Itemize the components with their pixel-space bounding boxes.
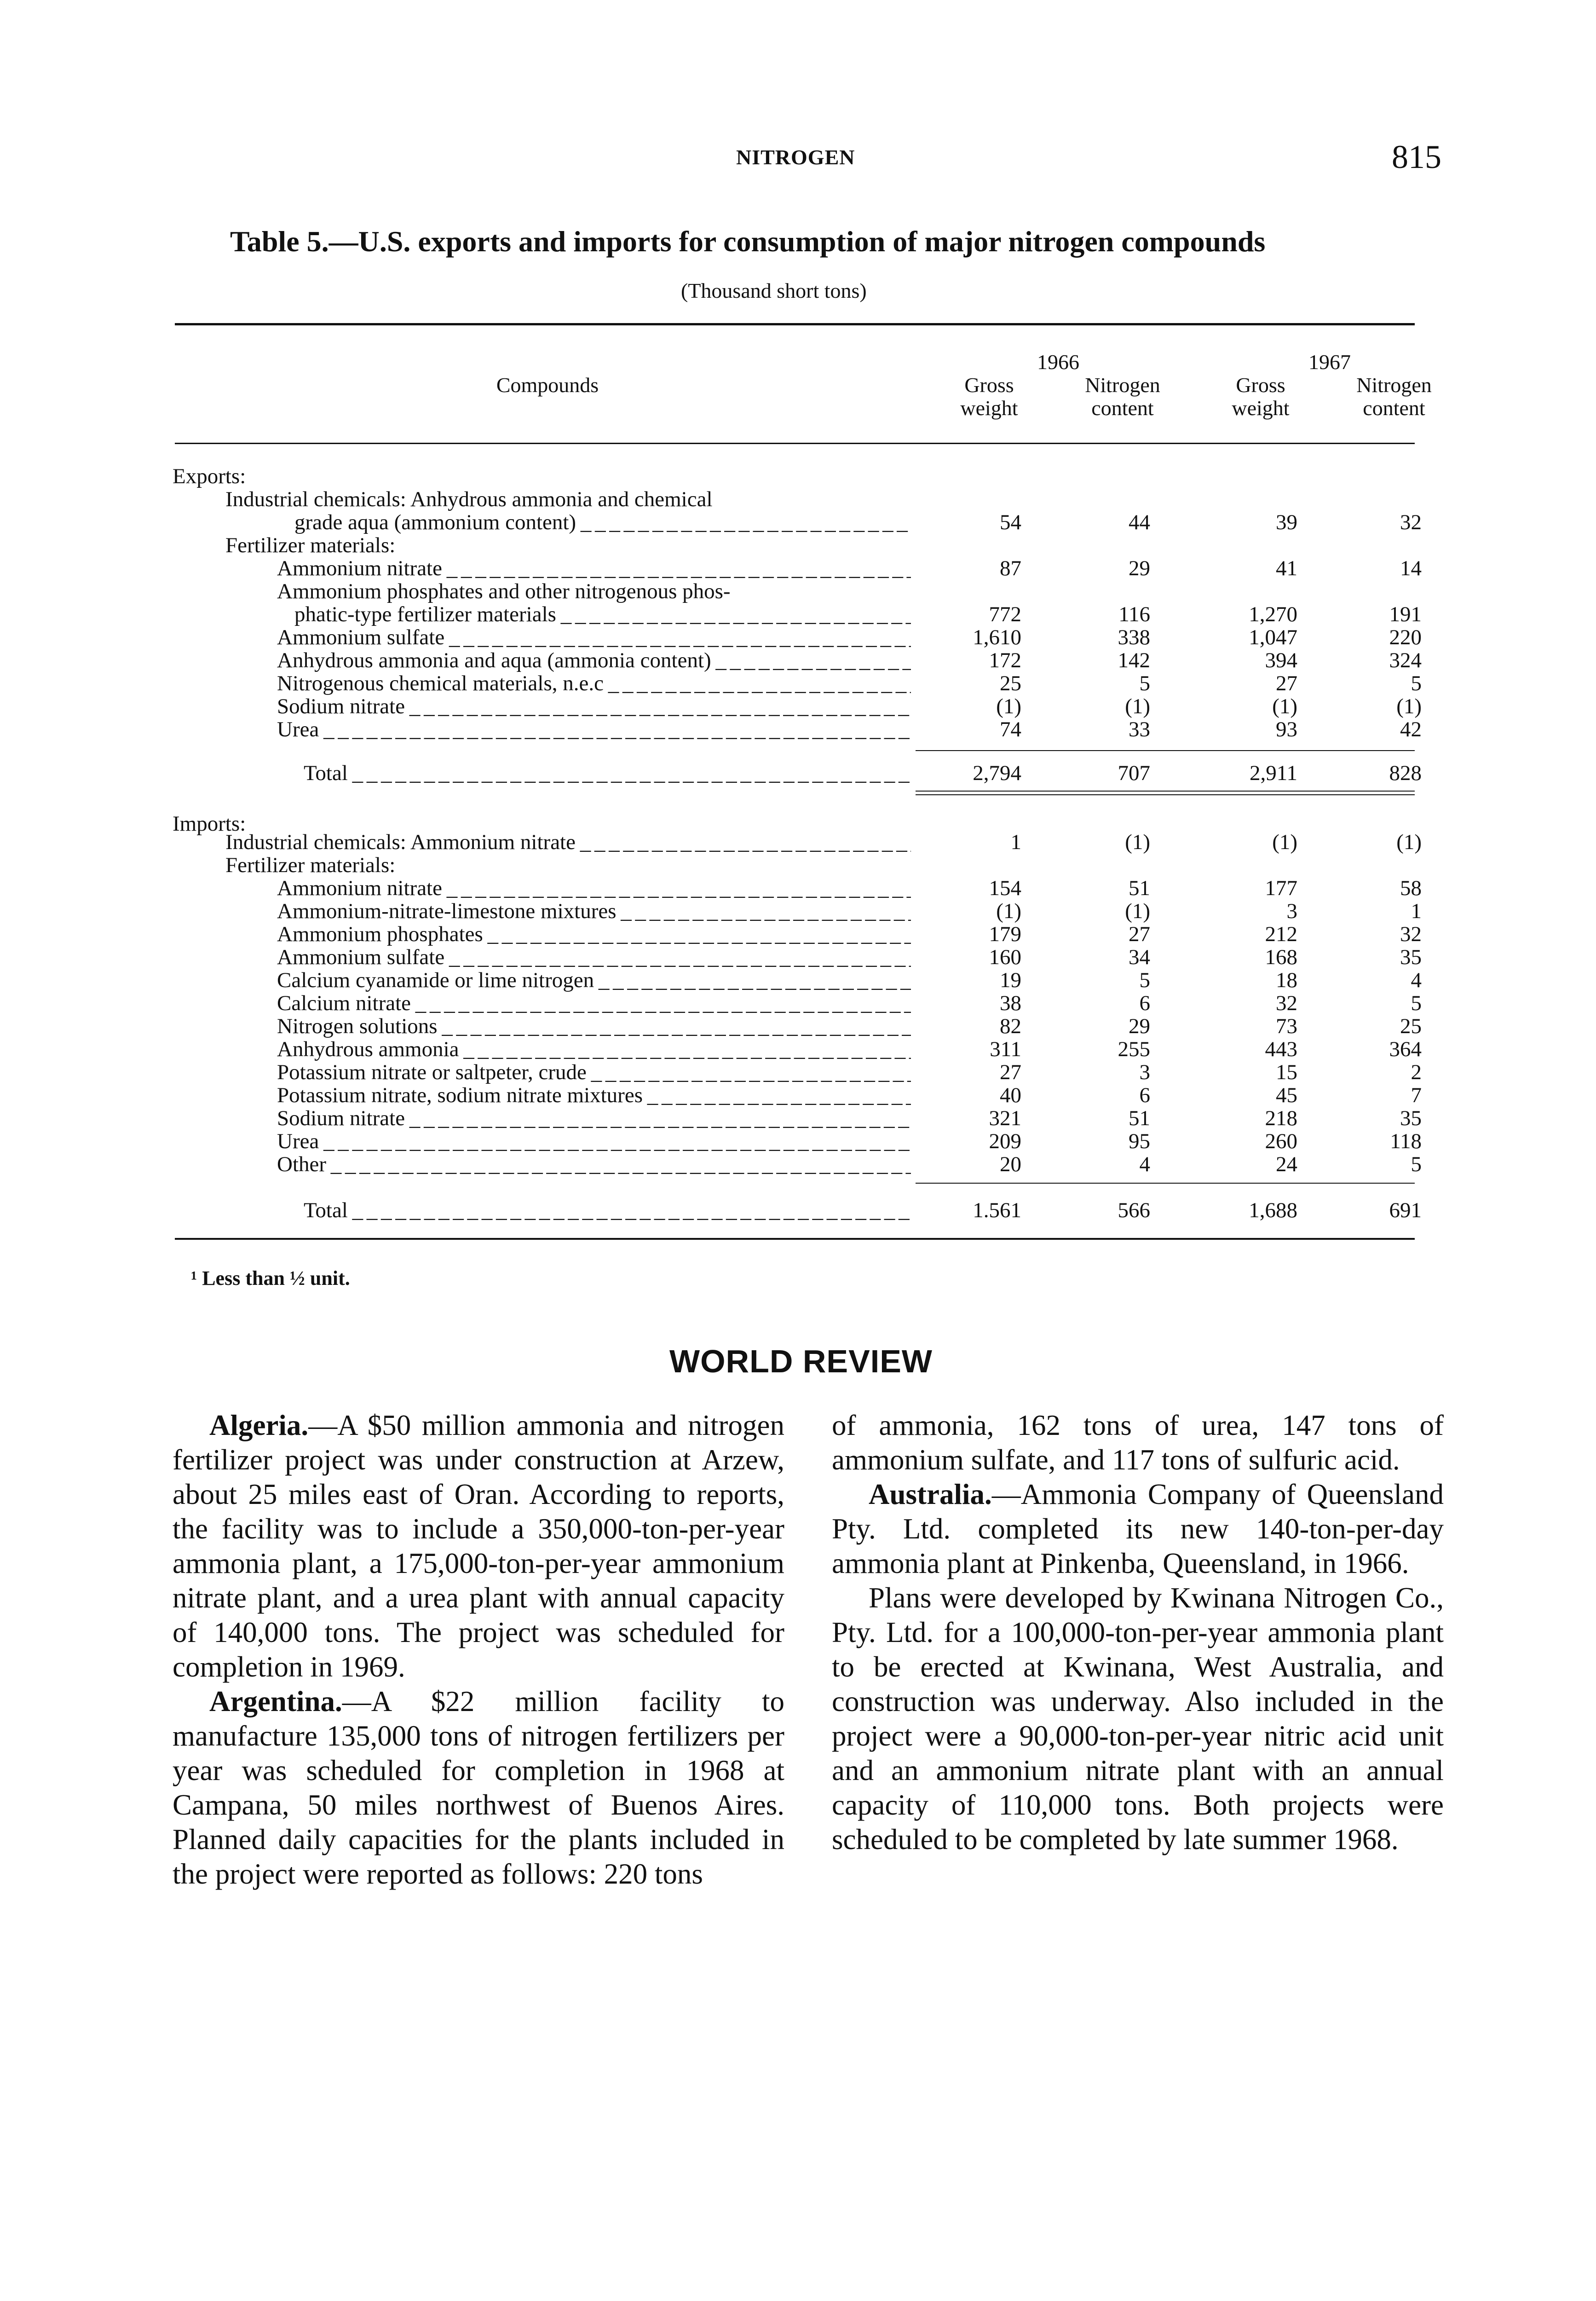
paragraph-text: —A $22 million facility to manufacture 135,000 tons of nitrogen fertilizers per year was scheduled for completion in 1968 at Campana, 50 miles northwest of Buenos Aires. Planned daily capacities for the plants included in the project were reported as follows: 220 tons bbox=[173, 1685, 784, 1890]
table-cell: 42 bbox=[1400, 717, 1422, 741]
paragraph bbox=[173, 1408, 784, 1684]
column-header-compounds: Compounds bbox=[496, 373, 599, 397]
row-label: Nitrogen solutions _ _ _ bbox=[277, 1015, 911, 1038]
table-cell: 179 bbox=[989, 922, 1021, 946]
column-header-nitrogen-content-1967: Nitrogen content bbox=[1356, 373, 1432, 420]
table-cell: (1) bbox=[996, 694, 1021, 718]
row-label: Sodium nitrate _ _ _ bbox=[277, 695, 911, 718]
text-column-right bbox=[832, 1408, 1444, 1857]
row-label: grade aqua (ammonium content) _ _ _ bbox=[294, 511, 911, 534]
table-cell: 5 bbox=[1411, 991, 1422, 1015]
section-heading-world-review: WORLD REVIEW bbox=[669, 1343, 933, 1379]
row-label: Urea _ _ _ bbox=[277, 1130, 911, 1153]
row-label: Fertilizer materials: bbox=[225, 854, 396, 877]
table-cell: 212 bbox=[1265, 922, 1297, 946]
paragraph bbox=[832, 1408, 1444, 1477]
table-cell: 255 bbox=[1118, 1037, 1150, 1061]
running-head: NITROGEN bbox=[736, 145, 855, 169]
row-label: Industrial chemicals: Anhydrous ammonia and chemical bbox=[225, 488, 713, 511]
table-cell: 35 bbox=[1400, 945, 1422, 969]
table-cell: 51 bbox=[1129, 1106, 1150, 1130]
page-number: 815 bbox=[1392, 139, 1441, 175]
total-label: Total _ _ _ bbox=[304, 1199, 911, 1222]
table-cell: 14 bbox=[1400, 556, 1422, 580]
table-header-rule bbox=[175, 443, 1415, 444]
table-row bbox=[0, 969, 1596, 992]
row-label: Anhydrous ammonia and aqua (ammonia content) _ _ _ bbox=[277, 649, 911, 672]
total-cell: 2,794 bbox=[973, 761, 1021, 785]
table-row bbox=[0, 923, 1596, 946]
table-row bbox=[0, 649, 1596, 672]
table-cell: 20 bbox=[1000, 1152, 1021, 1176]
table-row bbox=[0, 831, 1596, 854]
table-cell: 260 bbox=[1265, 1129, 1297, 1153]
table-cell: 27 bbox=[1000, 1060, 1021, 1084]
table-cell: 154 bbox=[989, 876, 1021, 900]
table-cell: 324 bbox=[1389, 648, 1422, 672]
table-cell: 29 bbox=[1129, 1014, 1150, 1038]
table-cell: 82 bbox=[1000, 1014, 1021, 1038]
table-cell: 394 bbox=[1265, 648, 1297, 672]
table-cell: (1) bbox=[1396, 830, 1422, 854]
table-cell: 25 bbox=[1000, 671, 1021, 695]
row-label: Ammonium nitrate _ _ _ bbox=[277, 877, 911, 900]
table-cell: 177 bbox=[1265, 876, 1297, 900]
table-row bbox=[0, 1015, 1596, 1038]
table-cell: 34 bbox=[1129, 945, 1150, 969]
table-cell: 311 bbox=[990, 1037, 1021, 1061]
column-header-year-1967: 1967 bbox=[1308, 350, 1351, 374]
row-label: Other _ _ _ bbox=[277, 1153, 911, 1176]
table-cell: 74 bbox=[1000, 717, 1021, 741]
table-row bbox=[0, 534, 1596, 557]
run-in-heading: Australia. bbox=[869, 1478, 992, 1510]
row-label: Sodium nitrate _ _ _ bbox=[277, 1107, 911, 1130]
paragraph-text: —A $50 million ammonia and nitrogen fertilizer project was under construction at Arzew, about 25 miles east of Oran. According to reports, the facility was to include a 350,000-ton-per-year ammonia plant, a 175,000-ton-per-year ammonium nitrate plant, and a urea plant with annual capacity of 140,000 tons. The project was scheduled for completion in 1969. bbox=[173, 1409, 784, 1683]
table-row bbox=[0, 718, 1596, 741]
column-header-nitrogen-content-1966: Nitrogen content bbox=[1085, 373, 1160, 420]
table-footnote: ¹ Less than ½ unit. bbox=[191, 1267, 350, 1289]
table-row bbox=[0, 1061, 1596, 1084]
column-header-year-1966: 1966 bbox=[1037, 350, 1079, 374]
table-cell: 321 bbox=[989, 1106, 1021, 1130]
table-cell: 1,047 bbox=[1249, 625, 1297, 649]
table-cell: 27 bbox=[1129, 922, 1150, 946]
table-cell: 5 bbox=[1139, 968, 1150, 992]
row-label: Nitrogenous chemical materials, n.e.c _ _ _ bbox=[277, 672, 911, 695]
text-column-left bbox=[173, 1408, 784, 1891]
table-cell: 33 bbox=[1129, 717, 1150, 741]
table-cell: 54 bbox=[1000, 510, 1021, 534]
table-cell: 218 bbox=[1265, 1106, 1297, 1130]
table-cell: 32 bbox=[1400, 922, 1422, 946]
table-cell: 7 bbox=[1411, 1083, 1422, 1107]
table-cell: 209 bbox=[989, 1129, 1021, 1153]
table-row bbox=[0, 695, 1596, 718]
paragraph bbox=[173, 1684, 784, 1891]
row-label: Ammonium sulfate _ _ _ bbox=[277, 626, 911, 649]
table-cell: 4 bbox=[1139, 1152, 1150, 1176]
table-top-rule bbox=[175, 323, 1415, 325]
table-cell: 160 bbox=[989, 945, 1021, 969]
column-header-gross-weight-1967: Gross weight bbox=[1232, 373, 1290, 420]
row-label: Calcium cyanamide or lime nitrogen _ _ _ bbox=[277, 969, 911, 992]
table-cell: 38 bbox=[1000, 991, 1021, 1015]
table-cell: 118 bbox=[1390, 1129, 1422, 1153]
table-cell: 338 bbox=[1118, 625, 1150, 649]
row-label: Anhydrous ammonia _ _ _ bbox=[277, 1038, 911, 1061]
table-cell: 6 bbox=[1139, 1083, 1150, 1107]
table-cell: 168 bbox=[1265, 945, 1297, 969]
total-row bbox=[0, 1199, 1596, 1222]
total-cell: 691 bbox=[1389, 1198, 1422, 1222]
paragraph bbox=[832, 1581, 1444, 1857]
table-cell: 19 bbox=[1000, 968, 1021, 992]
table-row bbox=[0, 1038, 1596, 1061]
table-row bbox=[0, 946, 1596, 969]
row-label: Ammonium-nitrate-limestone mixtures _ _ _ bbox=[277, 900, 911, 923]
table-cell: 1 bbox=[1411, 899, 1422, 923]
table-cell: 32 bbox=[1400, 510, 1422, 534]
table-cell: (1) bbox=[1396, 694, 1422, 718]
exports-section-label: Exports: bbox=[173, 464, 246, 488]
table-cell: 18 bbox=[1276, 968, 1297, 992]
row-label: Fertilizer materials: bbox=[225, 534, 396, 557]
table-cell: 772 bbox=[989, 602, 1021, 626]
table-row bbox=[0, 511, 1596, 534]
table-cell: 142 bbox=[1118, 648, 1150, 672]
table-row bbox=[0, 626, 1596, 649]
total-row bbox=[0, 762, 1596, 785]
table-cell: 35 bbox=[1400, 1106, 1422, 1130]
table-cell: 27 bbox=[1276, 671, 1297, 695]
row-label: Potassium nitrate or saltpeter, crude _ _ _ bbox=[277, 1061, 911, 1084]
table-cell: 87 bbox=[1000, 556, 1021, 580]
total-cell: 828 bbox=[1389, 761, 1422, 785]
table-cell: 220 bbox=[1389, 625, 1422, 649]
total-cell: 2,911 bbox=[1249, 761, 1297, 785]
table-cell: (1) bbox=[996, 899, 1021, 923]
table-row bbox=[0, 900, 1596, 923]
run-in-heading: Algeria. bbox=[209, 1409, 309, 1441]
table-cell: 172 bbox=[989, 648, 1021, 672]
table-row bbox=[0, 877, 1596, 900]
table-cell: (1) bbox=[1125, 694, 1150, 718]
table-cell: (1) bbox=[1272, 830, 1297, 854]
table-cell: 1,610 bbox=[973, 625, 1021, 649]
paragraph-text: Plans were developed by Kwinana Nitrogen Co., Pty. Ltd. for a 100,000-ton-per-year ammonia plant to be erected at Kwinana, West Australia, and construction was underway. Also included in the project were a 90,000-ton-per-year nitric acid unit and an ammonium nitrate plant with an annual capacity of 110,000 tons. Both projects were scheduled to be completed by late summer 1968. bbox=[832, 1582, 1444, 1856]
table-cell: 29 bbox=[1129, 556, 1150, 580]
total-cell: 707 bbox=[1118, 761, 1150, 785]
table-cell: 4 bbox=[1411, 968, 1422, 992]
table-cell: 51 bbox=[1129, 876, 1150, 900]
table-cell: 5 bbox=[1139, 671, 1150, 695]
table-row bbox=[0, 854, 1596, 877]
total-cell: 1,688 bbox=[1249, 1198, 1297, 1222]
table-cell: 1 bbox=[1010, 830, 1021, 854]
row-label: Ammonium nitrate _ _ _ bbox=[277, 557, 911, 580]
table-row bbox=[0, 557, 1596, 580]
table-cell: 3 bbox=[1286, 899, 1297, 923]
table-cell: 58 bbox=[1400, 876, 1422, 900]
imports-total-rule bbox=[916, 1183, 1415, 1184]
row-label: phatic-type fertilizer materials _ _ _ bbox=[294, 603, 911, 626]
table-cell: 39 bbox=[1276, 510, 1297, 534]
row-label: Potassium nitrate, sodium nitrate mixtures _ _ _ bbox=[277, 1084, 911, 1107]
table-cell: 45 bbox=[1276, 1083, 1297, 1107]
table-cell: (1) bbox=[1125, 830, 1150, 854]
table-row bbox=[0, 1107, 1596, 1130]
imports-section-label: Imports: bbox=[173, 812, 246, 836]
table-cell: 95 bbox=[1129, 1129, 1150, 1153]
table-row bbox=[0, 580, 1596, 603]
table-subtitle: (Thousand short tons) bbox=[681, 279, 867, 302]
row-label: Calcium nitrate _ _ _ bbox=[277, 992, 911, 1015]
table-cell: 5 bbox=[1411, 671, 1422, 695]
table-cell: 40 bbox=[1000, 1083, 1021, 1107]
row-label: Industrial chemicals: Ammonium nitrate _ _ _ bbox=[225, 831, 911, 854]
table-row bbox=[0, 672, 1596, 695]
table-cell: 24 bbox=[1276, 1152, 1297, 1176]
run-in-heading: Argentina. bbox=[209, 1685, 342, 1717]
table-cell: 3 bbox=[1139, 1060, 1150, 1084]
table-cell: 32 bbox=[1276, 991, 1297, 1015]
exports-total-double-rule-1 bbox=[916, 791, 1415, 792]
table-row bbox=[0, 1153, 1596, 1176]
row-label: Ammonium phosphates _ _ _ bbox=[277, 923, 911, 946]
table-cell: 5 bbox=[1411, 1152, 1422, 1176]
row-label: Ammonium phosphates and other nitrogenous phos- bbox=[277, 580, 731, 603]
table-cell: 116 bbox=[1118, 602, 1150, 626]
table-cell: 73 bbox=[1276, 1014, 1297, 1038]
table-cell: 15 bbox=[1276, 1060, 1297, 1084]
table-row bbox=[0, 488, 1596, 511]
paragraph bbox=[832, 1477, 1444, 1581]
table-bottom-rule bbox=[175, 1238, 1415, 1240]
total-cell: 1.561 bbox=[973, 1198, 1021, 1222]
paragraph-text: of ammonia, 162 tons of urea, 147 tons of ammonium sulfate, and 117 tons of sulfuric acid. bbox=[832, 1409, 1444, 1476]
table-title: Table 5.—U.S. exports and imports for consumption of major nitrogen compounds bbox=[230, 225, 1266, 258]
table-cell: 1,270 bbox=[1249, 602, 1297, 626]
row-label: Ammonium sulfate _ _ _ bbox=[277, 946, 911, 969]
table-cell: 41 bbox=[1276, 556, 1297, 580]
table-cell: 25 bbox=[1400, 1014, 1422, 1038]
table-cell: (1) bbox=[1272, 694, 1297, 718]
table-cell: 191 bbox=[1389, 602, 1422, 626]
table-cell: 2 bbox=[1411, 1060, 1422, 1084]
table-cell: (1) bbox=[1125, 899, 1150, 923]
table-row bbox=[0, 992, 1596, 1015]
total-cell: 566 bbox=[1118, 1198, 1150, 1222]
table-cell: 364 bbox=[1389, 1037, 1422, 1061]
table-cell: 6 bbox=[1139, 991, 1150, 1015]
exports-total-double-rule-2 bbox=[916, 794, 1415, 795]
total-label: Total _ _ _ bbox=[304, 762, 911, 785]
row-label: Urea _ _ _ bbox=[277, 718, 911, 741]
table-row bbox=[0, 603, 1596, 626]
table-row bbox=[0, 1130, 1596, 1153]
table-cell: 93 bbox=[1276, 717, 1297, 741]
table-cell: 443 bbox=[1265, 1037, 1297, 1061]
table-row bbox=[0, 1084, 1596, 1107]
table-cell: 44 bbox=[1129, 510, 1150, 534]
column-header-gross-weight-1966: Gross weight bbox=[960, 373, 1018, 420]
exports-total-rule bbox=[916, 750, 1415, 751]
paragraph-text: —Ammonia Company of Queensland Pty. Ltd. completed its new 140-ton-per-day ammonia plant at Pinkenba, Queensland, in 1966. bbox=[832, 1478, 1444, 1579]
